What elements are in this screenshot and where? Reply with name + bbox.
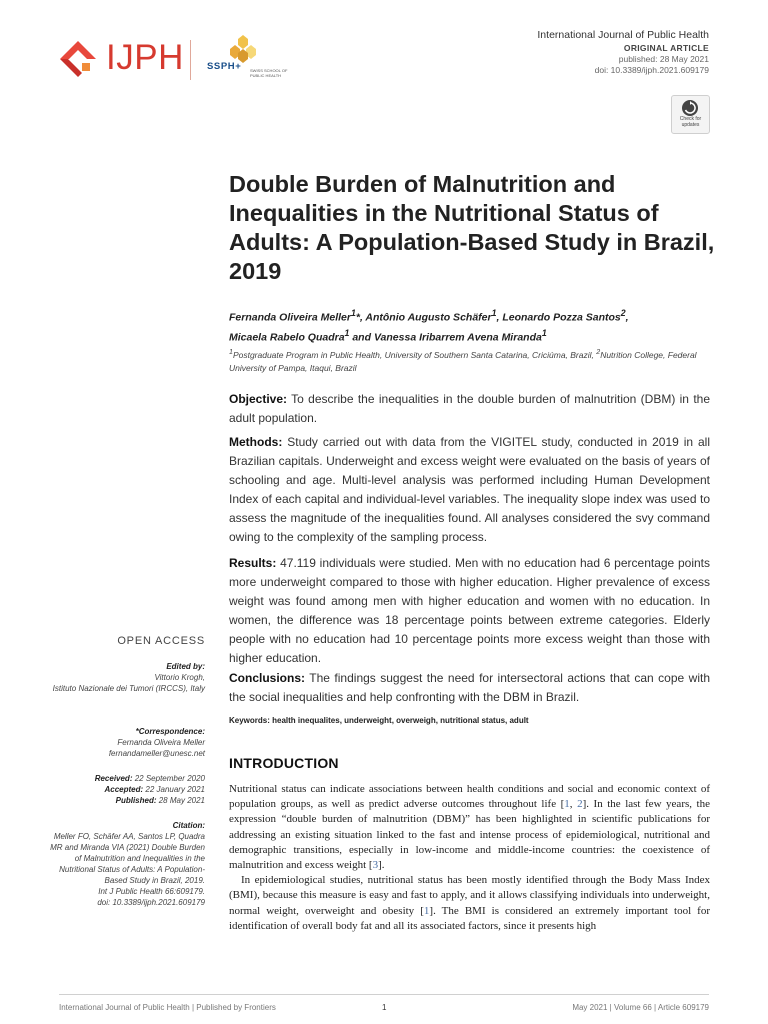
published-date-side	[45, 795, 205, 806]
abstract-methods	[229, 433, 710, 547]
paragraph-text: ].	[378, 859, 385, 872]
keywords: Keywords: health inequalites, underweight, overweigh, nutritional status, adult	[229, 716, 529, 725]
author-affiliation-number: 1	[344, 327, 350, 338]
article-doi[interactable]: doi: 10.3389/ijph.2021.609179	[594, 65, 709, 75]
affiliations	[229, 346, 709, 375]
correspondence-name: Fernanda Oliveira Meller	[117, 738, 205, 747]
author-name[interactable]: Antônio Augusto Schäfer	[365, 311, 492, 324]
results-text: 47.119 individuals were studied. Men with no education had 6 percentage points more underweight compared to those with higher education. Higher prevalence of excess weight was found among men with higher education and women with no education. In women, the difference was 18 percentage points between extreme categories. Elderly people with no education had 10 percentage points more excess weight than those with higher education.	[229, 556, 710, 665]
editor-name: Vittorio Krogh,	[154, 673, 205, 682]
affiliation-text: Nutrition College, Federal University of Pampa, Itaqui, Brazil	[229, 349, 697, 373]
author-list: Fernanda Oliveira Meller$^1$*, Antônio Augusto Schäfer$^1$, Leonardo Pozza Santos$^2$, Micaela Rabelo Quadra$^1$ and Vanessa Iribarrem Avena Miranda$^1$	[229, 308, 629, 343]
journal-name: International Journal of Public Health	[537, 29, 709, 41]
paragraph	[229, 782, 710, 873]
author-name[interactable]: Fernanda Oliveira Meller	[229, 311, 351, 324]
author-name[interactable]: Leonardo Pozza Santos	[502, 311, 621, 324]
citation-text: Meller FO, Schäfer AA, Santos LP, Quadra MR and Miranda VIA (2021) Double Burden of Malnutrition and Inequalities in the Nutritional Status of Adults: A Population-Based Study in Brazil, 2019.	[50, 832, 205, 885]
paragraph-text: In epidemiological studies, nutritional status has been mostly identified through the Body Mass Index (BMI), because this measure is easy and fast to apply, and it allows classifying individuals into underweight, normal weight, overweight and obesity [	[229, 874, 710, 917]
accepted-date	[45, 784, 205, 795]
received-value: 22 September 2020	[134, 774, 205, 783]
author-affiliation-number: 1	[350, 308, 356, 318]
abstract-conclusions	[229, 669, 710, 707]
correspondence-email[interactable]: fernandameller@unesc.net	[108, 749, 205, 758]
article-title: Double Burden of Malnutrition and Inequalities in the Nutritional Status of Adults: A Population-Based Study in Brazil, 2019	[229, 171, 715, 284]
abstract-objective	[229, 390, 710, 428]
published-value: 28 May 2021	[158, 796, 205, 805]
author-name[interactable]: Micaela Rabelo Quadra	[229, 331, 345, 343]
accepted-value: 22 January 2021	[145, 785, 205, 794]
ssph-logo-subtitle: SWISS SCHOOL OF PUBLIC HEALTH	[250, 68, 288, 78]
open-access-label: OPEN ACCESS	[117, 635, 205, 647]
paragraph	[229, 873, 710, 934]
ijph-logo-icon	[56, 37, 100, 81]
check-updates-label: Check for updates	[679, 116, 702, 128]
editor-institution: Istituto Nazionale dei Tumori (IRCCS), Italy	[52, 684, 205, 693]
footer-divider	[59, 994, 709, 995]
objective-label: Objective:	[229, 392, 288, 406]
citation-doi[interactable]: doi: 10.3389/ijph.2021.609179	[97, 898, 205, 907]
received-date	[45, 773, 205, 784]
author-name[interactable]: Vanessa Iribarrem Avena Miranda	[373, 331, 542, 343]
correspondence-block	[45, 726, 205, 759]
abstract-results	[229, 554, 710, 668]
journal-logo-text: IJPH	[106, 38, 184, 77]
paragraph-text: ]. In the last few years, the expression “double burden of malnutrition (DBM)” has been highlighted in scientific publications for addressing an existing situation linked to the fast and intense process of epidemiological, nutritional and demographic transitions, especially in low-income and middle-income countries: the coexistence of malnutrition and excess weight [	[229, 798, 710, 872]
check-for-updates-button[interactable]	[671, 95, 710, 134]
edited-by-label: Edited by:	[166, 662, 205, 671]
reference-link[interactable]: 1	[423, 904, 430, 917]
citation-block	[45, 820, 205, 908]
affiliation-number: 1	[229, 348, 233, 356]
paragraph-text: ]. The BMI is considered an extremely important tool for identification of overall body fat and all its associated factors, since it presents high	[229, 904, 710, 932]
reference-link[interactable]: 3	[372, 859, 379, 872]
ssph-logo-text: SSPH+	[207, 61, 242, 72]
paragraph-text: Nutritional status can indicate associations between health conditions and social and economic context of population groups, as well as predict adverse outcomes throughout life [	[229, 783, 710, 811]
affiliation-text: Postgraduate Program in Public Health, University of Southern Santa Catarina, Criciúma, Brazil,	[232, 349, 597, 360]
reference-link[interactable]: 1	[564, 798, 570, 811]
author-affiliation-number: 2	[620, 308, 626, 318]
published-label: Published:	[115, 796, 157, 805]
article-type: ORIGINAL ARTICLE	[623, 43, 709, 53]
page-number: 1	[382, 1003, 387, 1012]
author-conjunction: and	[352, 331, 372, 343]
conclusions-label: Conclusions:	[229, 671, 306, 685]
footer-issue-info: May 2021 | Volume 66 | Article 609179	[572, 1003, 709, 1012]
section-heading-introduction: INTRODUCTION	[229, 755, 339, 771]
methods-text: Study carried out with data from the VIGITEL study, conducted in 2019 in all Brazilian capitals. Underweight and excess weight were evaluated on the basis of years of schooling and age. Multi-level analysis was performed including Human Development Index of each capital and individual-level variables. The inequality slope index was used to assess the magnitude of the inequalities found. All analyses considered the svy command owing to the complexity of the sampling process.	[229, 435, 710, 544]
logo-divider	[190, 40, 191, 80]
edited-by-block	[45, 661, 205, 694]
accepted-label: Accepted:	[104, 785, 144, 794]
introduction-body	[229, 782, 710, 934]
reference-separator: ,	[569, 798, 578, 811]
footer-journal: International Journal of Public Health | Published by Frontiers	[59, 1003, 276, 1012]
check-updates-icon	[681, 99, 699, 117]
ssph-logo-icon	[228, 33, 258, 63]
citation-journal: Int J Public Health 66:609179.	[98, 887, 205, 896]
author-affiliation-number: 1	[491, 308, 497, 318]
conclusions-text: The findings suggest the need for intersectoral actions that can cope with the social inequalities and help confronting with the DBM in Brazil.	[229, 671, 711, 704]
citation-label: Citation:	[172, 821, 205, 830]
received-label: Received:	[94, 774, 133, 783]
published-date: published: 28 May 2021	[618, 54, 709, 64]
corresponding-mark: *	[355, 311, 360, 324]
dates-block	[45, 773, 205, 806]
results-label: Results:	[229, 556, 277, 570]
reference-link[interactable]: 2	[577, 798, 583, 811]
objective-text: To describe the inequalities in the double burden of malnutrition (DBM) in the adult population.	[229, 392, 710, 425]
methods-label: Methods:	[229, 435, 283, 449]
author-affiliation-number: 1	[541, 327, 547, 338]
correspondence-label: *Correspondence:	[135, 727, 205, 736]
affiliation-number: 2	[596, 348, 601, 356]
